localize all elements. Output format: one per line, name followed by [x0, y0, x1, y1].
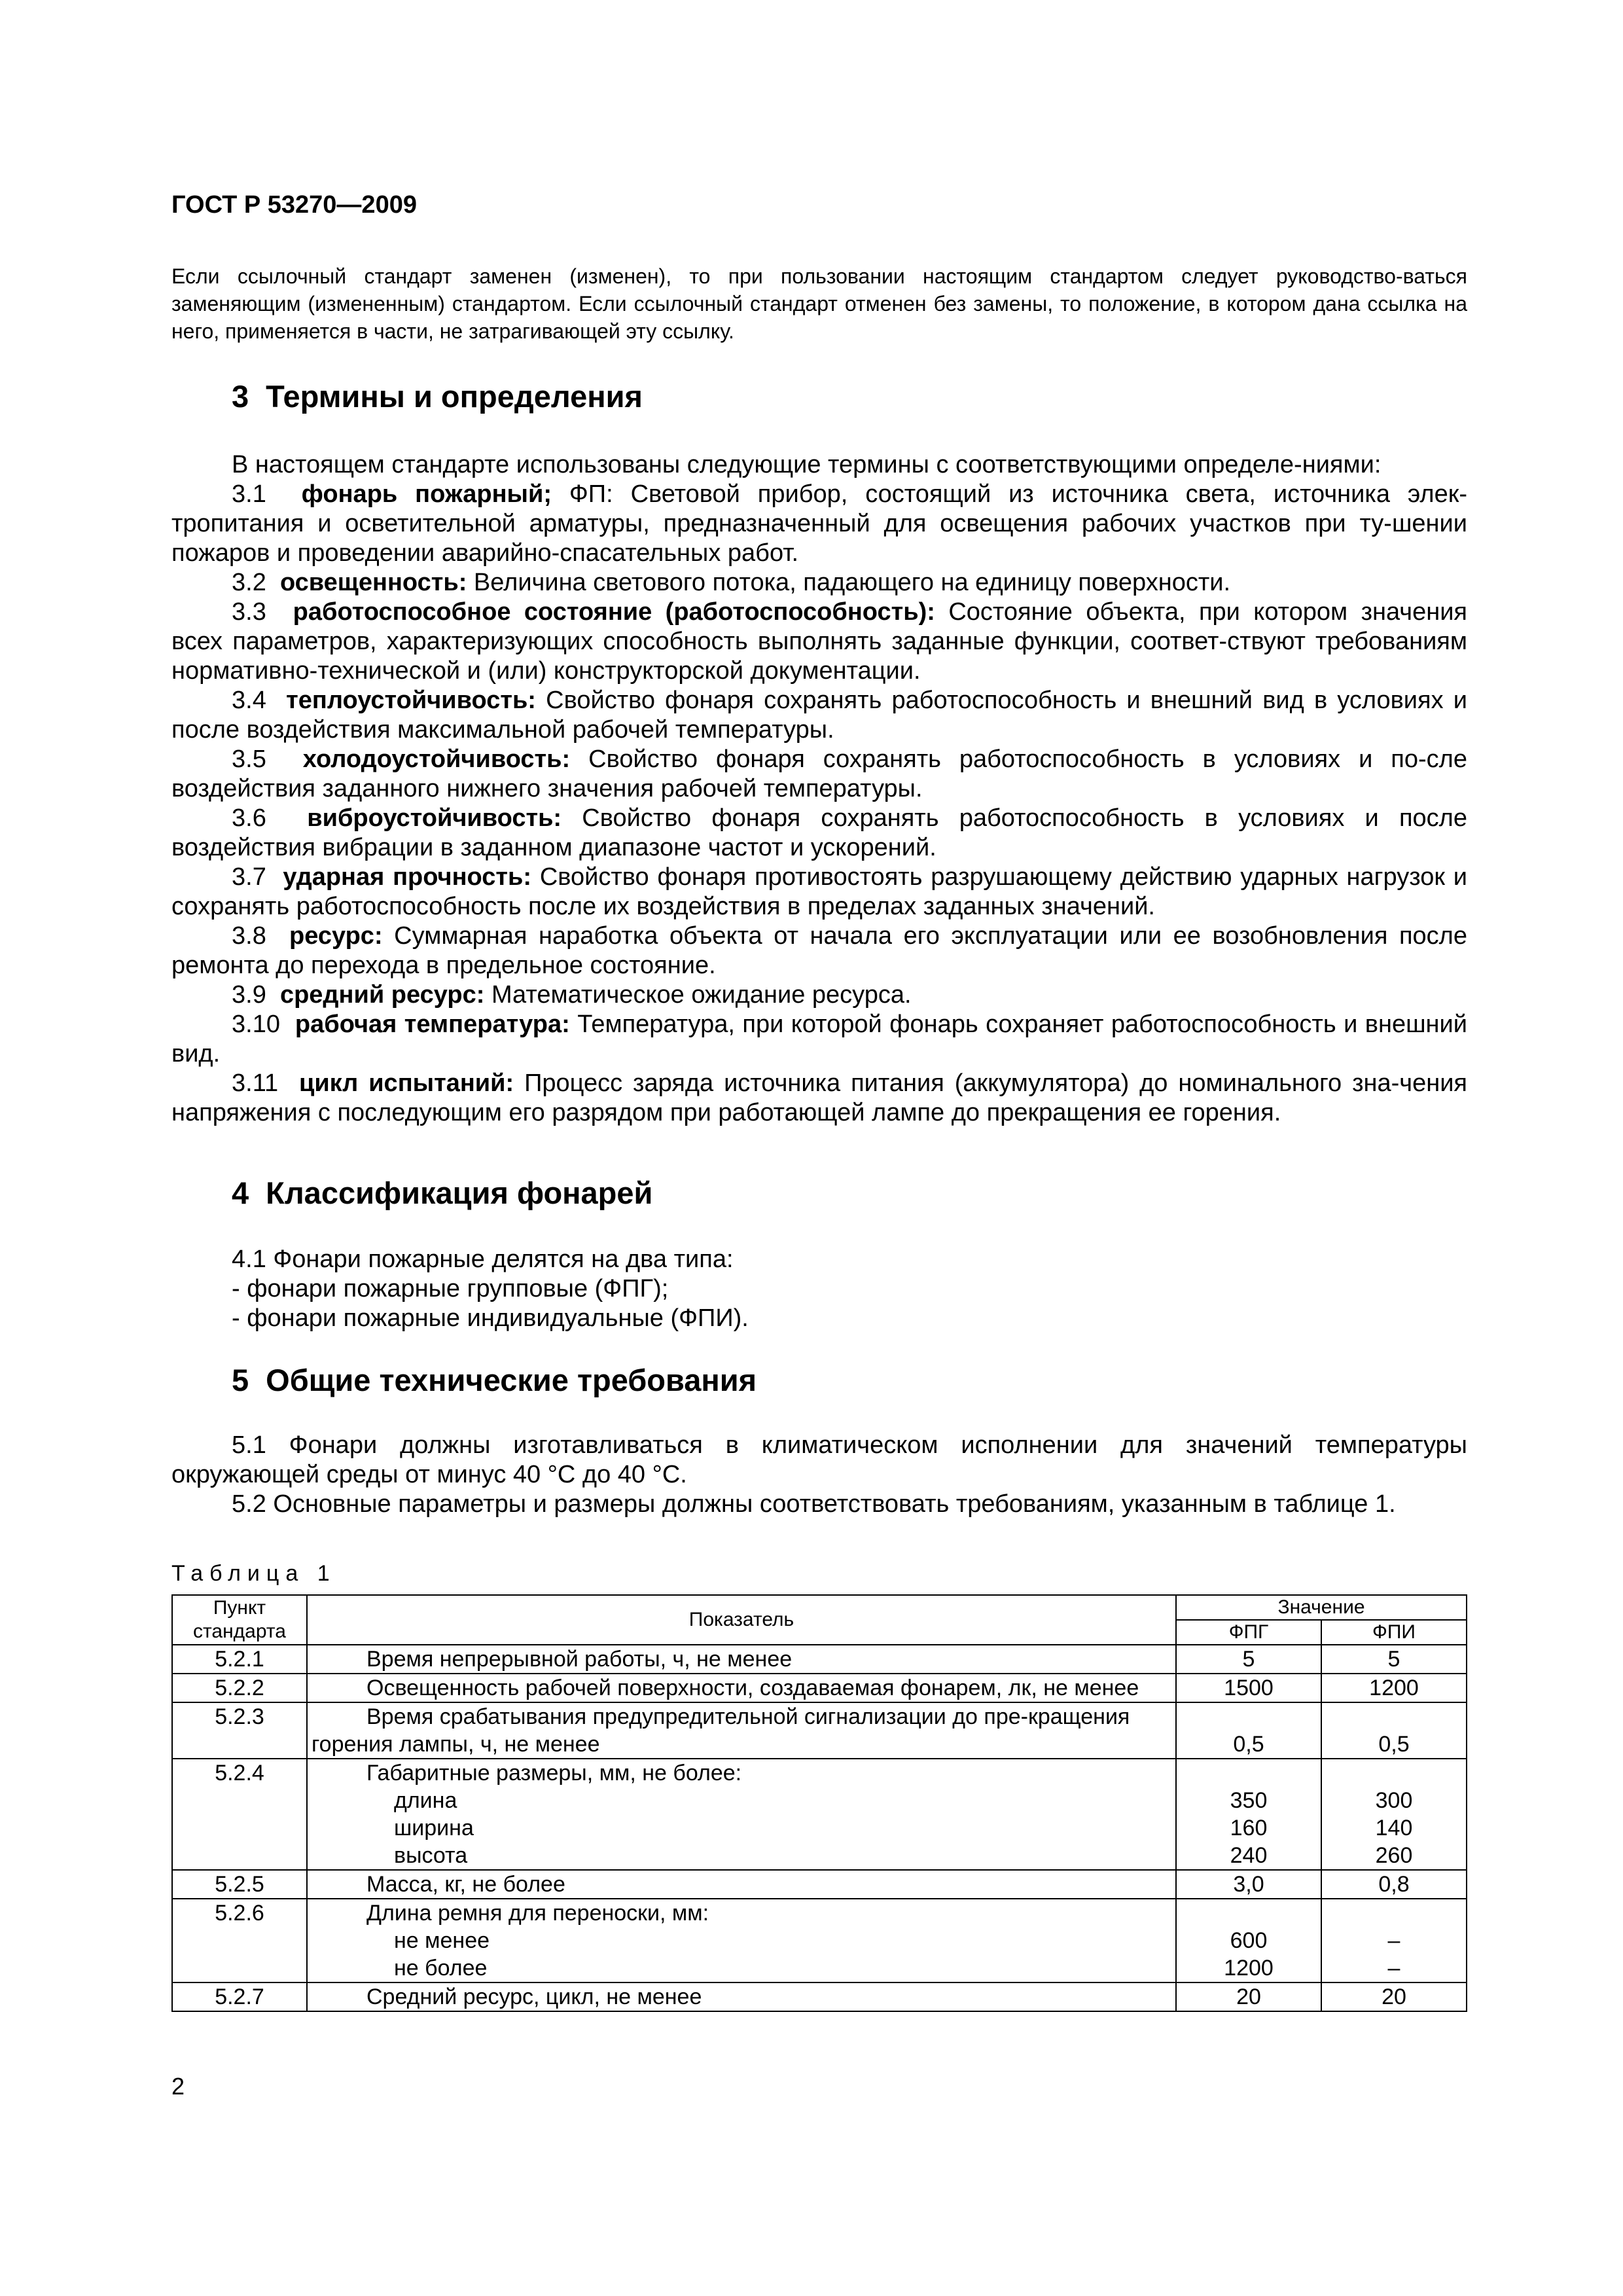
cell-indicator	[307, 1982, 1176, 2011]
value: –	[1387, 1956, 1400, 1981]
term-name: ударная прочность:	[283, 863, 532, 891]
table-header-row	[172, 1595, 1467, 1620]
table-row	[172, 1899, 1467, 1982]
term-name: ресурс:	[289, 922, 383, 950]
section-5-body	[171, 1431, 1467, 1519]
cell-fpg: 20	[1176, 1982, 1321, 2011]
page-number: 2	[171, 2073, 185, 2100]
term-number: 3.6	[232, 804, 266, 832]
term-3-3	[171, 598, 1467, 686]
cell-point: 5.2.6	[172, 1899, 307, 1982]
section-4-body	[232, 1245, 1467, 1333]
term-definition: Математическое ожидание ресурса.	[484, 981, 912, 1009]
term-name: освещенность:	[279, 569, 467, 596]
section-4-heading	[232, 1175, 652, 1211]
indicator-text: Длина ремня для переноски, мм:	[366, 1901, 709, 1926]
term-definition: Температура, при которой фонарь сохраняет работоспособность и внешний вид.	[171, 1011, 1467, 1067]
term-definition: Величина светового потока, падающего на единицу поверхности.	[467, 569, 1231, 596]
cell-fpi: 20	[1321, 1982, 1467, 2011]
term-3-5	[171, 745, 1467, 804]
classification-line: - фонари пожарные групповые (ФПГ);	[232, 1275, 669, 1302]
term-3-2	[171, 568, 1467, 598]
term-3-10	[171, 1010, 1467, 1069]
paragraph-5-1: 5.1 Фонари должны изготавливаться в климатическом исполнении для значений температуры окружающей среды от минус 40 °С до 40 °С.	[171, 1431, 1467, 1488]
cell-indicator	[307, 1759, 1176, 1870]
term-number: 3.4	[232, 687, 266, 714]
cell-point: 5.2.2	[172, 1674, 307, 1702]
table-row	[172, 1759, 1467, 1870]
term-3-8	[171, 922, 1467, 980]
term-name: цикл испытаний:	[298, 1069, 514, 1097]
cell-fpg: 0,5	[1176, 1702, 1321, 1759]
classification-line: - фонари пожарные индивидуальные (ФПИ).	[232, 1304, 749, 1332]
value: 240	[1230, 1843, 1268, 1868]
term-number: 3.5	[232, 745, 266, 773]
term-number: 3.10	[232, 1011, 280, 1038]
indicator-subitem: не более	[394, 1956, 488, 1981]
term-name: теплоустойчивость:	[286, 687, 536, 714]
term-number: 3.1	[232, 480, 266, 508]
cell-point: 5.2.1	[172, 1645, 307, 1674]
indicator-text: Средний ресурс, цикл, не менее	[366, 1984, 702, 2009]
value: 260	[1375, 1843, 1413, 1868]
intro-paragraph	[171, 263, 1467, 346]
value: –	[1387, 1928, 1400, 1953]
indicator-subitem: не менее	[394, 1928, 490, 1953]
cell-fpi	[1321, 1759, 1467, 1870]
header-fpg: ФПГ	[1176, 1620, 1321, 1645]
cell-point: 5.2.4	[172, 1759, 307, 1870]
cell-fpg: 1500	[1176, 1674, 1321, 1702]
table-row	[172, 1870, 1467, 1899]
term-definition: Свойство фонаря сохранять работоспособность в условиях и после воздействия вибрации в заданном диапазоне частот и ускорений.	[171, 804, 1467, 861]
term-3-9	[171, 980, 1467, 1010]
indicator-text: Освещенность рабочей поверхности, создаваемая фонарем, лк, не менее	[366, 1676, 1139, 1700]
indicator-subitem: длина	[394, 1788, 457, 1813]
cell-fpi: 1200	[1321, 1674, 1467, 1702]
indicator-text: Масса, кг, не более	[366, 1872, 565, 1897]
table-row	[172, 1982, 1467, 2011]
section-3-heading	[232, 378, 643, 414]
term-number: 3.3	[232, 598, 266, 626]
value: 300	[1375, 1788, 1413, 1813]
term-number: 3.7	[232, 863, 266, 891]
header-value: Значение	[1176, 1595, 1467, 1620]
cell-point: 5.2.7	[172, 1982, 307, 2011]
term-definition: ФП: Световой прибор, состоящий из источника света, источника элек-тропитания и осветительной арматуры, предназначенный для освещения рабочих участков при ту-шении пожаров и проведении аварийно-спасательных работ.	[171, 480, 1467, 567]
term-name: рабочая температура:	[294, 1011, 570, 1038]
parameters-table	[171, 1594, 1467, 2012]
term-number: 3.8	[232, 922, 266, 950]
header-fpi: ФПИ	[1321, 1620, 1467, 1645]
term-number: 3.2	[232, 569, 266, 596]
term-name: фонарь пожарный;	[301, 480, 552, 508]
section-3-number: 3	[232, 379, 249, 414]
term-name: виброустойчивость:	[307, 804, 562, 832]
term-3-1	[171, 480, 1467, 568]
indicator-text: Габаритные размеры, мм, не более:	[366, 1761, 742, 1785]
value: 1200	[1224, 1956, 1274, 1981]
term-definition: Свойство фонаря противостоять разрушающему действию ударных нагрузок и сохранять работоспособность после их воздействия в пределах заданных значений.	[171, 863, 1467, 920]
section-3-lead: В настоящем стандарте использованы следующие термины с соответствующими определе-ниями:	[232, 451, 1382, 478]
term-number: 3.11	[232, 1069, 279, 1097]
term-name: работоспособное состояние (работоспособность):	[293, 598, 935, 626]
section-3-body	[171, 450, 1467, 1128]
cell-fpg	[1176, 1899, 1321, 1982]
term-name: средний ресурс:	[279, 981, 485, 1009]
cell-fpi	[1321, 1899, 1467, 1982]
header-indicator: Показатель	[307, 1595, 1176, 1645]
cell-fpg: 3,0	[1176, 1870, 1321, 1899]
term-3-4	[171, 686, 1467, 745]
cell-indicator	[307, 1899, 1176, 1982]
table-row	[172, 1674, 1467, 1702]
section-4-title: Классификация фонарей	[266, 1175, 653, 1210]
term-definition: Суммарная наработка объекта от начала его эксплуатации или ее возобновления после ремонта до перехода в предельное состояние.	[171, 922, 1467, 979]
term-3-6	[171, 804, 1467, 863]
section-3-title: Термины и определения	[266, 379, 643, 414]
cell-indicator	[307, 1702, 1176, 1759]
header-point: Пункт стандарта	[172, 1595, 307, 1645]
indicator-text: Время срабатывания предупредительной сигнализации до пре-кращения горения лампы, ч, не менее	[312, 1704, 1130, 1757]
document-header: ГОСТ Р 53270—2009	[171, 191, 417, 219]
cell-indicator	[307, 1645, 1176, 1674]
value: 140	[1375, 1816, 1413, 1840]
term-number: 3.9	[232, 981, 266, 1009]
cell-point: 5.2.3	[172, 1702, 307, 1759]
cell-fpi: 0,5	[1321, 1702, 1467, 1759]
section-5-number: 5	[232, 1363, 249, 1397]
table-caption: Таблица 1	[171, 1561, 336, 1586]
value: 350	[1230, 1788, 1268, 1813]
table-row	[172, 1702, 1467, 1759]
term-definition: Свойство фонаря сохранять работоспособность в условиях и по-сле воздействия заданного нижнего значения рабочей температуры.	[171, 745, 1467, 802]
indicator-text: Время непрерывной работы, ч, не менее	[366, 1647, 793, 1672]
section-5-heading	[232, 1362, 757, 1398]
indicator-subitem: высота	[394, 1843, 468, 1868]
indicator-subitem: ширина	[394, 1816, 474, 1840]
cell-fpg	[1176, 1759, 1321, 1870]
intro-text: Если ссылочный стандарт заменен (изменен), то при пользовании настоящим стандартом следует руководство-ваться заменяющим (измененным) стандартом. Если ссылочный стандарт отменен без замены, то положение, в котором дана ссылка на него, применяется в части, не затрагивающей эту ссылку.	[171, 264, 1467, 343]
cell-fpi: 0,8	[1321, 1870, 1467, 1899]
term-definition: Процесс заряда источника питания (аккумулятора) до номинального зна-чения напряжения с последующим его разрядом при работающей лампе до прекращения ее горения.	[171, 1069, 1467, 1126]
term-definition: Состояние объекта, при котором значения всех параметров, характеризующих способность выполнять заданные функции, соответ-ствуют требованиям нормативно-технической и (или) конструкторской документации.	[171, 598, 1467, 685]
classification-line: 4.1 Фонари пожарные делятся на два типа:	[232, 1246, 734, 1273]
term-3-11	[171, 1069, 1467, 1128]
cell-point: 5.2.5	[172, 1870, 307, 1899]
cell-fpi: 5	[1321, 1645, 1467, 1674]
value: 160	[1230, 1816, 1268, 1840]
section-4-number: 4	[232, 1175, 249, 1210]
cell-indicator	[307, 1674, 1176, 1702]
cell-indicator	[307, 1870, 1176, 1899]
term-3-7	[171, 863, 1467, 922]
table-row	[172, 1645, 1467, 1674]
term-definition: Свойство фонаря сохранять работоспособность и внешний вид в условиях и после воздействия максимальной рабочей температуры.	[171, 687, 1467, 744]
section-5-title: Общие технические требования	[266, 1363, 757, 1397]
value: 600	[1230, 1928, 1268, 1953]
cell-fpg: 5	[1176, 1645, 1321, 1674]
paragraph-5-2: 5.2 Основные параметры и размеры должны соответствовать требованиям, указанным в таблице 1.	[232, 1490, 1396, 1518]
term-name: холодоустойчивость:	[302, 745, 571, 773]
